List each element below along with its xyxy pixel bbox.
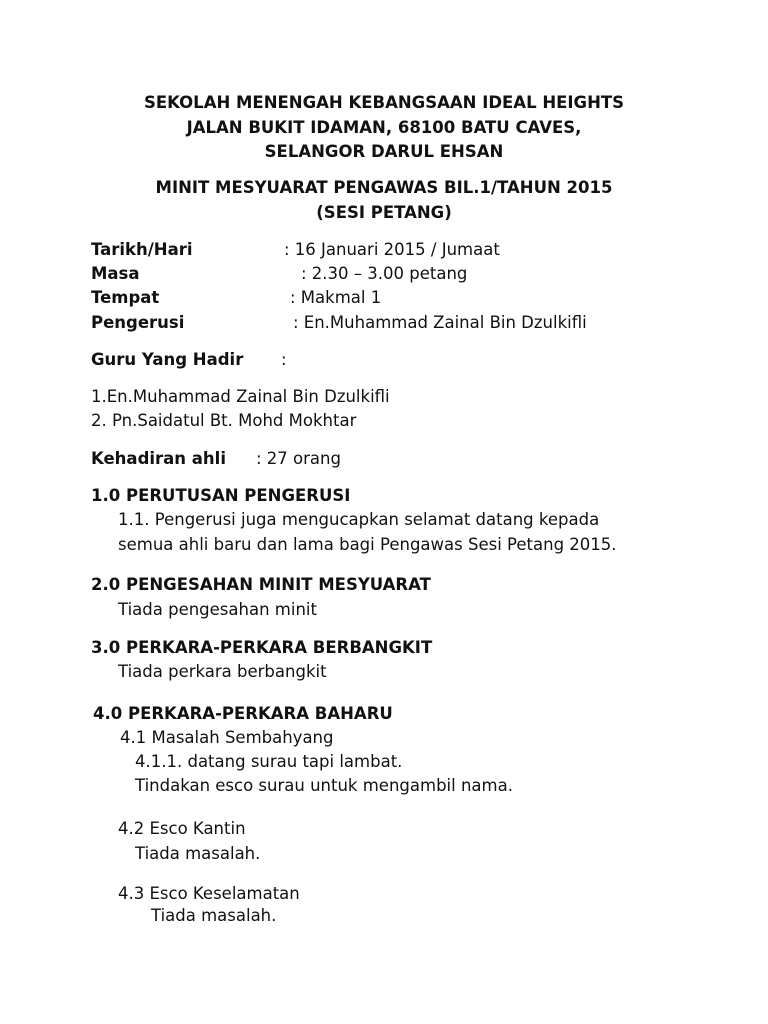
teachers-present-colon: : bbox=[281, 350, 287, 369]
section-1-heading: 1.0 PERUTUSAN PENGERUSI bbox=[91, 486, 351, 505]
section-4-2-heading: 4.2 Esco Kantin bbox=[118, 819, 246, 838]
section-4-3-heading: 4.3 Esco Keselamatan bbox=[118, 884, 300, 903]
attendance-label: Kehadiran ahli bbox=[91, 449, 226, 468]
detail-label-venue: Tempat bbox=[91, 288, 160, 307]
session-label: (SESI PETANG) bbox=[316, 203, 452, 222]
detail-value-time: : 2.30 – 3.00 petang bbox=[301, 264, 468, 283]
section-4-2-text: Tiada masalah. bbox=[135, 844, 261, 863]
teacher-list-item: 2. Pn.Saidatul Bt. Mohd Mokhtar bbox=[91, 411, 357, 430]
document-title: MINIT MESYUARAT PENGAWAS BIL.1/TAHUN 2015 bbox=[155, 178, 613, 197]
detail-label-chairman: Pengerusi bbox=[91, 313, 185, 332]
detail-label-date: Tarikh/Hari bbox=[91, 240, 193, 259]
detail-value-venue: : Makmal 1 bbox=[290, 288, 382, 307]
section-2-heading: 2.0 PENGESAHAN MINIT MESYUARAT bbox=[91, 575, 431, 594]
teachers-present-label: Guru Yang Hadir bbox=[91, 350, 244, 369]
detail-value-chairman: : En.Muhammad Zainal Bin Dzulkifli bbox=[293, 313, 587, 332]
teacher-list-item: 1.En.Muhammad Zainal Bin Dzulkifli bbox=[91, 387, 390, 406]
section-4-1-1-item: 4.1.1. datang surau tapi lambat. bbox=[135, 752, 403, 771]
section-4-heading: 4.0 PERKARA-PERKARA BAHARU bbox=[93, 704, 393, 723]
section-4-3-text: Tiada masalah. bbox=[151, 906, 277, 925]
section-1-text-line-1: 1.1. Pengerusi juga mengucapkan selamat datang kepada bbox=[118, 510, 600, 529]
section-4-1-heading: 4.1 Masalah Sembahyang bbox=[120, 728, 334, 747]
school-address-line-2: SELANGOR DARUL EHSAN bbox=[264, 142, 504, 161]
section-4-1-action: Tindakan esco surau untuk mengambil nama. bbox=[135, 776, 513, 795]
school-name: SEKOLAH MENENGAH KEBANGSAAN IDEAL HEIGHTS bbox=[143, 93, 625, 112]
section-1-text-line-2: semua ahli baru dan lama bagi Pengawas Sesi Petang 2015. bbox=[118, 535, 617, 554]
section-2-text: Tiada pengesahan minit bbox=[118, 600, 317, 619]
section-3-heading: 3.0 PERKARA-PERKARA BERBANGKIT bbox=[91, 638, 433, 657]
attendance-value: : 27 orang bbox=[256, 449, 341, 468]
school-address-line-1: JALAN BUKIT IDAMAN, 68100 BATU CAVES, bbox=[186, 118, 582, 137]
detail-label-time: Masa bbox=[91, 264, 140, 283]
detail-value-date: : 16 Januari 2015 / Jumaat bbox=[284, 240, 500, 259]
section-3-text: Tiada perkara berbangkit bbox=[118, 662, 327, 681]
